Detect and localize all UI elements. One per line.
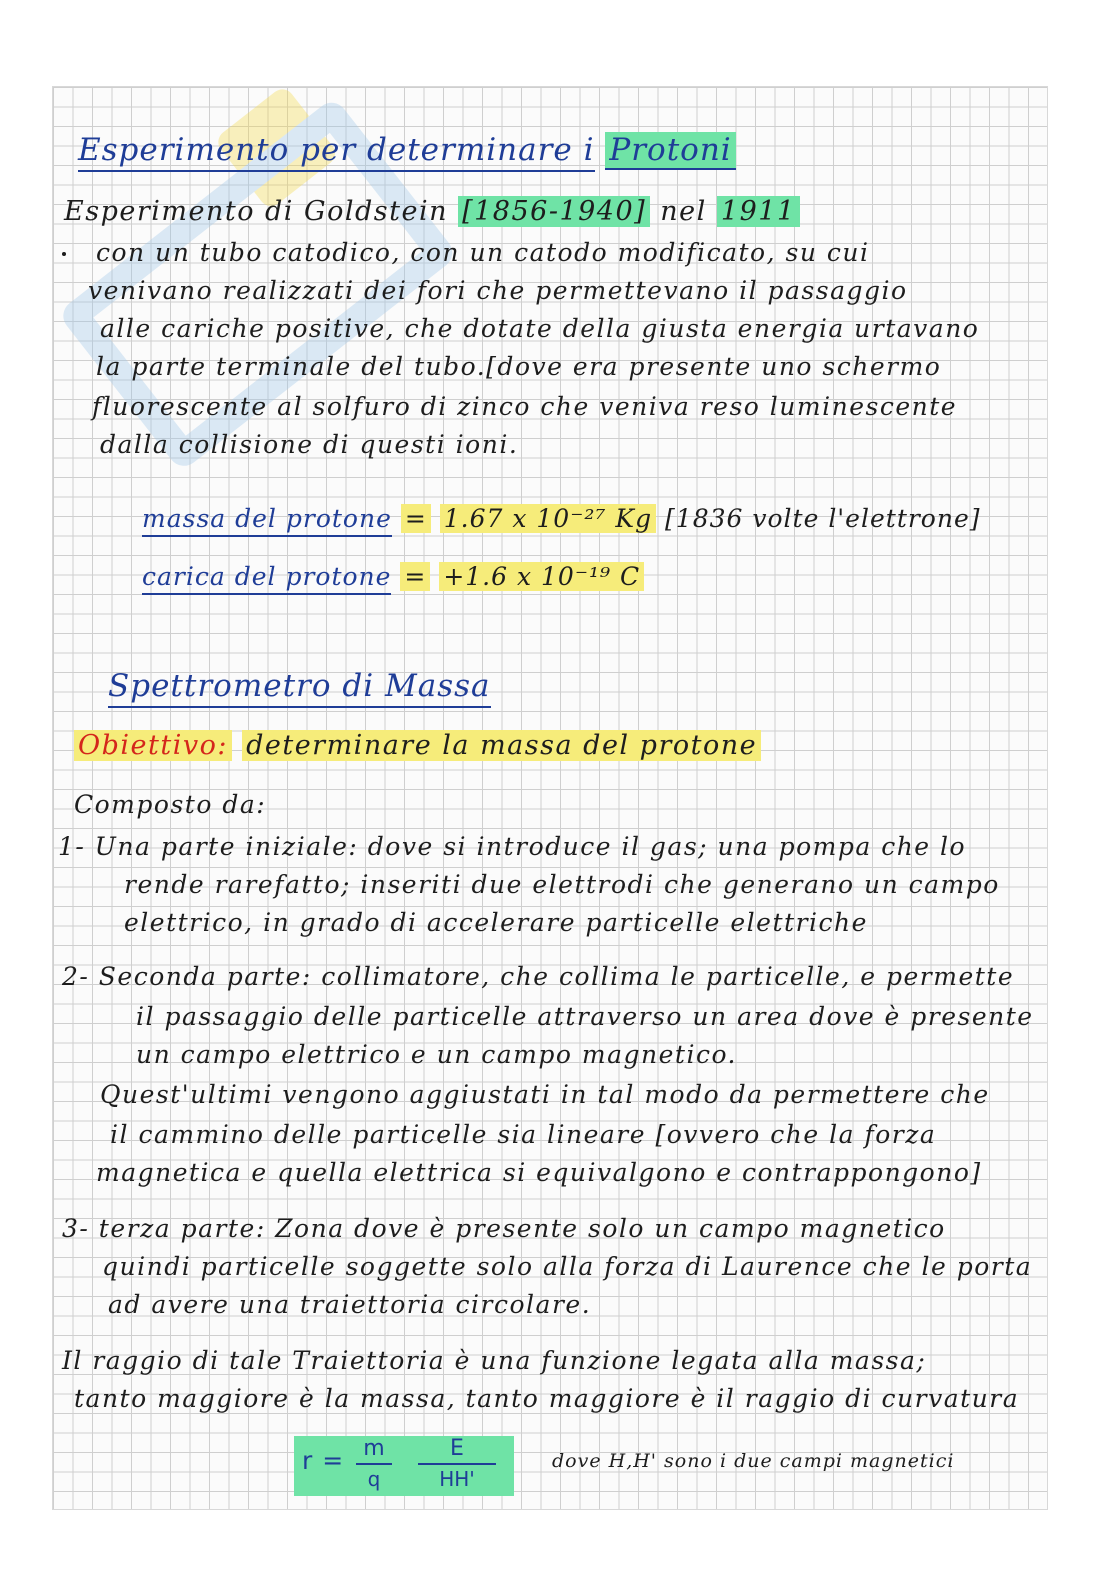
charge-line [142, 562, 644, 591]
item2-line: un campo elettrico e un campo magnetico. [136, 1040, 738, 1069]
item1-line: 1- Una parte iniziale: dove si introduce il gas; una pompa che lo [58, 832, 967, 861]
goldstein-line [64, 196, 800, 227]
formula-HH: HH' [439, 1467, 475, 1491]
mass-line [142, 504, 981, 533]
goldstein-dates: [1856-1940] [458, 196, 650, 227]
text-line: fluorescente al solfuro di zinco che veniva reso luminescente [92, 392, 958, 421]
formula-r: r = [302, 1446, 345, 1475]
title-text: Esperimento per determinare i [78, 132, 595, 172]
formula-note: dove H,H' sono i due campi magnetici [552, 1450, 955, 1472]
goldstein-nel: nel [660, 196, 707, 227]
text-line: con un tubo catodico, con un catodo modificato, su cui [96, 238, 870, 267]
mass-label: massa del protone [142, 504, 392, 537]
composed-label: Composto da: [74, 790, 267, 819]
mass-eq: = [401, 504, 431, 533]
item2-line: Quest'ultimi vengono aggiustati in tal modo da permettere che [100, 1080, 990, 1109]
text-line: la parte terminale del tubo.[dove era presente uno schermo [96, 352, 942, 381]
item3-line: quindi particelle soggette solo alla forza di Laurence che le porta [102, 1252, 1033, 1281]
item2-line: magnetica e quella elettrica si equivalgono e contrappongono] [96, 1158, 982, 1187]
item3-line: ad avere una traiettoria circolare. [108, 1290, 592, 1319]
formula-fraction-mq [356, 1436, 392, 1491]
section1-title [78, 132, 736, 168]
objective-line [74, 730, 761, 761]
mass-value: 1.67 x 10⁻²⁷ Kg [440, 504, 656, 533]
text-line: venivano realizzati dei fori che permettevano il passaggio [88, 276, 908, 305]
conclusion-line: Il raggio di tale Traiettoria è una funzione legata alla massa; [62, 1346, 927, 1375]
charge-eq: = [400, 562, 430, 591]
item3-line: 3- terza parte: Zona dove è presente solo un campo magnetico [62, 1214, 946, 1243]
item1-line: rende rarefatto; inseriti due elettrodi che generano un campo [124, 870, 1000, 899]
item2-line: 2- Seconda parte: collimatore, che collima le particelle, e permette [62, 962, 1015, 991]
objective-text: determinare la massa del protone [242, 730, 761, 761]
fraction-bar [418, 1463, 496, 1465]
item2-line: il passaggio delle particelle attraverso un area dove è presente [136, 1002, 1034, 1031]
conclusion-line: tanto maggiore è la massa, tanto maggiore è il raggio di curvatura [74, 1384, 1020, 1413]
charge-value: +1.6 x 10⁻¹⁹ C [439, 562, 644, 591]
formula-m: m [363, 1436, 385, 1461]
text-line: alle cariche positive, che dotate della giusta energia urtavano [100, 314, 980, 343]
text-line: dalla collisione di questi ioni. [100, 430, 519, 459]
goldstein-text: Esperimento di Goldstein [64, 196, 448, 227]
goldstein-year: 1911 [717, 196, 800, 227]
bullet-dot [62, 252, 66, 256]
charge-label: carica del protone [142, 562, 391, 595]
formula-fraction-ehh [418, 1436, 496, 1491]
objective-label: Obiettivo: [74, 730, 232, 761]
item2-line: il cammino delle particelle sia lineare [ovvero che la forza [110, 1120, 937, 1149]
mass-note: [1836 volte l'elettrone] [665, 504, 981, 533]
item1-line: elettrico, in grado di accelerare particelle elettriche [124, 908, 868, 937]
fraction-bar [356, 1463, 392, 1465]
title-highlight: Protoni [605, 132, 735, 170]
formula-q: q [367, 1467, 381, 1491]
section2-title: Spettrometro di Massa [108, 668, 491, 708]
formula-E: E [450, 1436, 464, 1461]
